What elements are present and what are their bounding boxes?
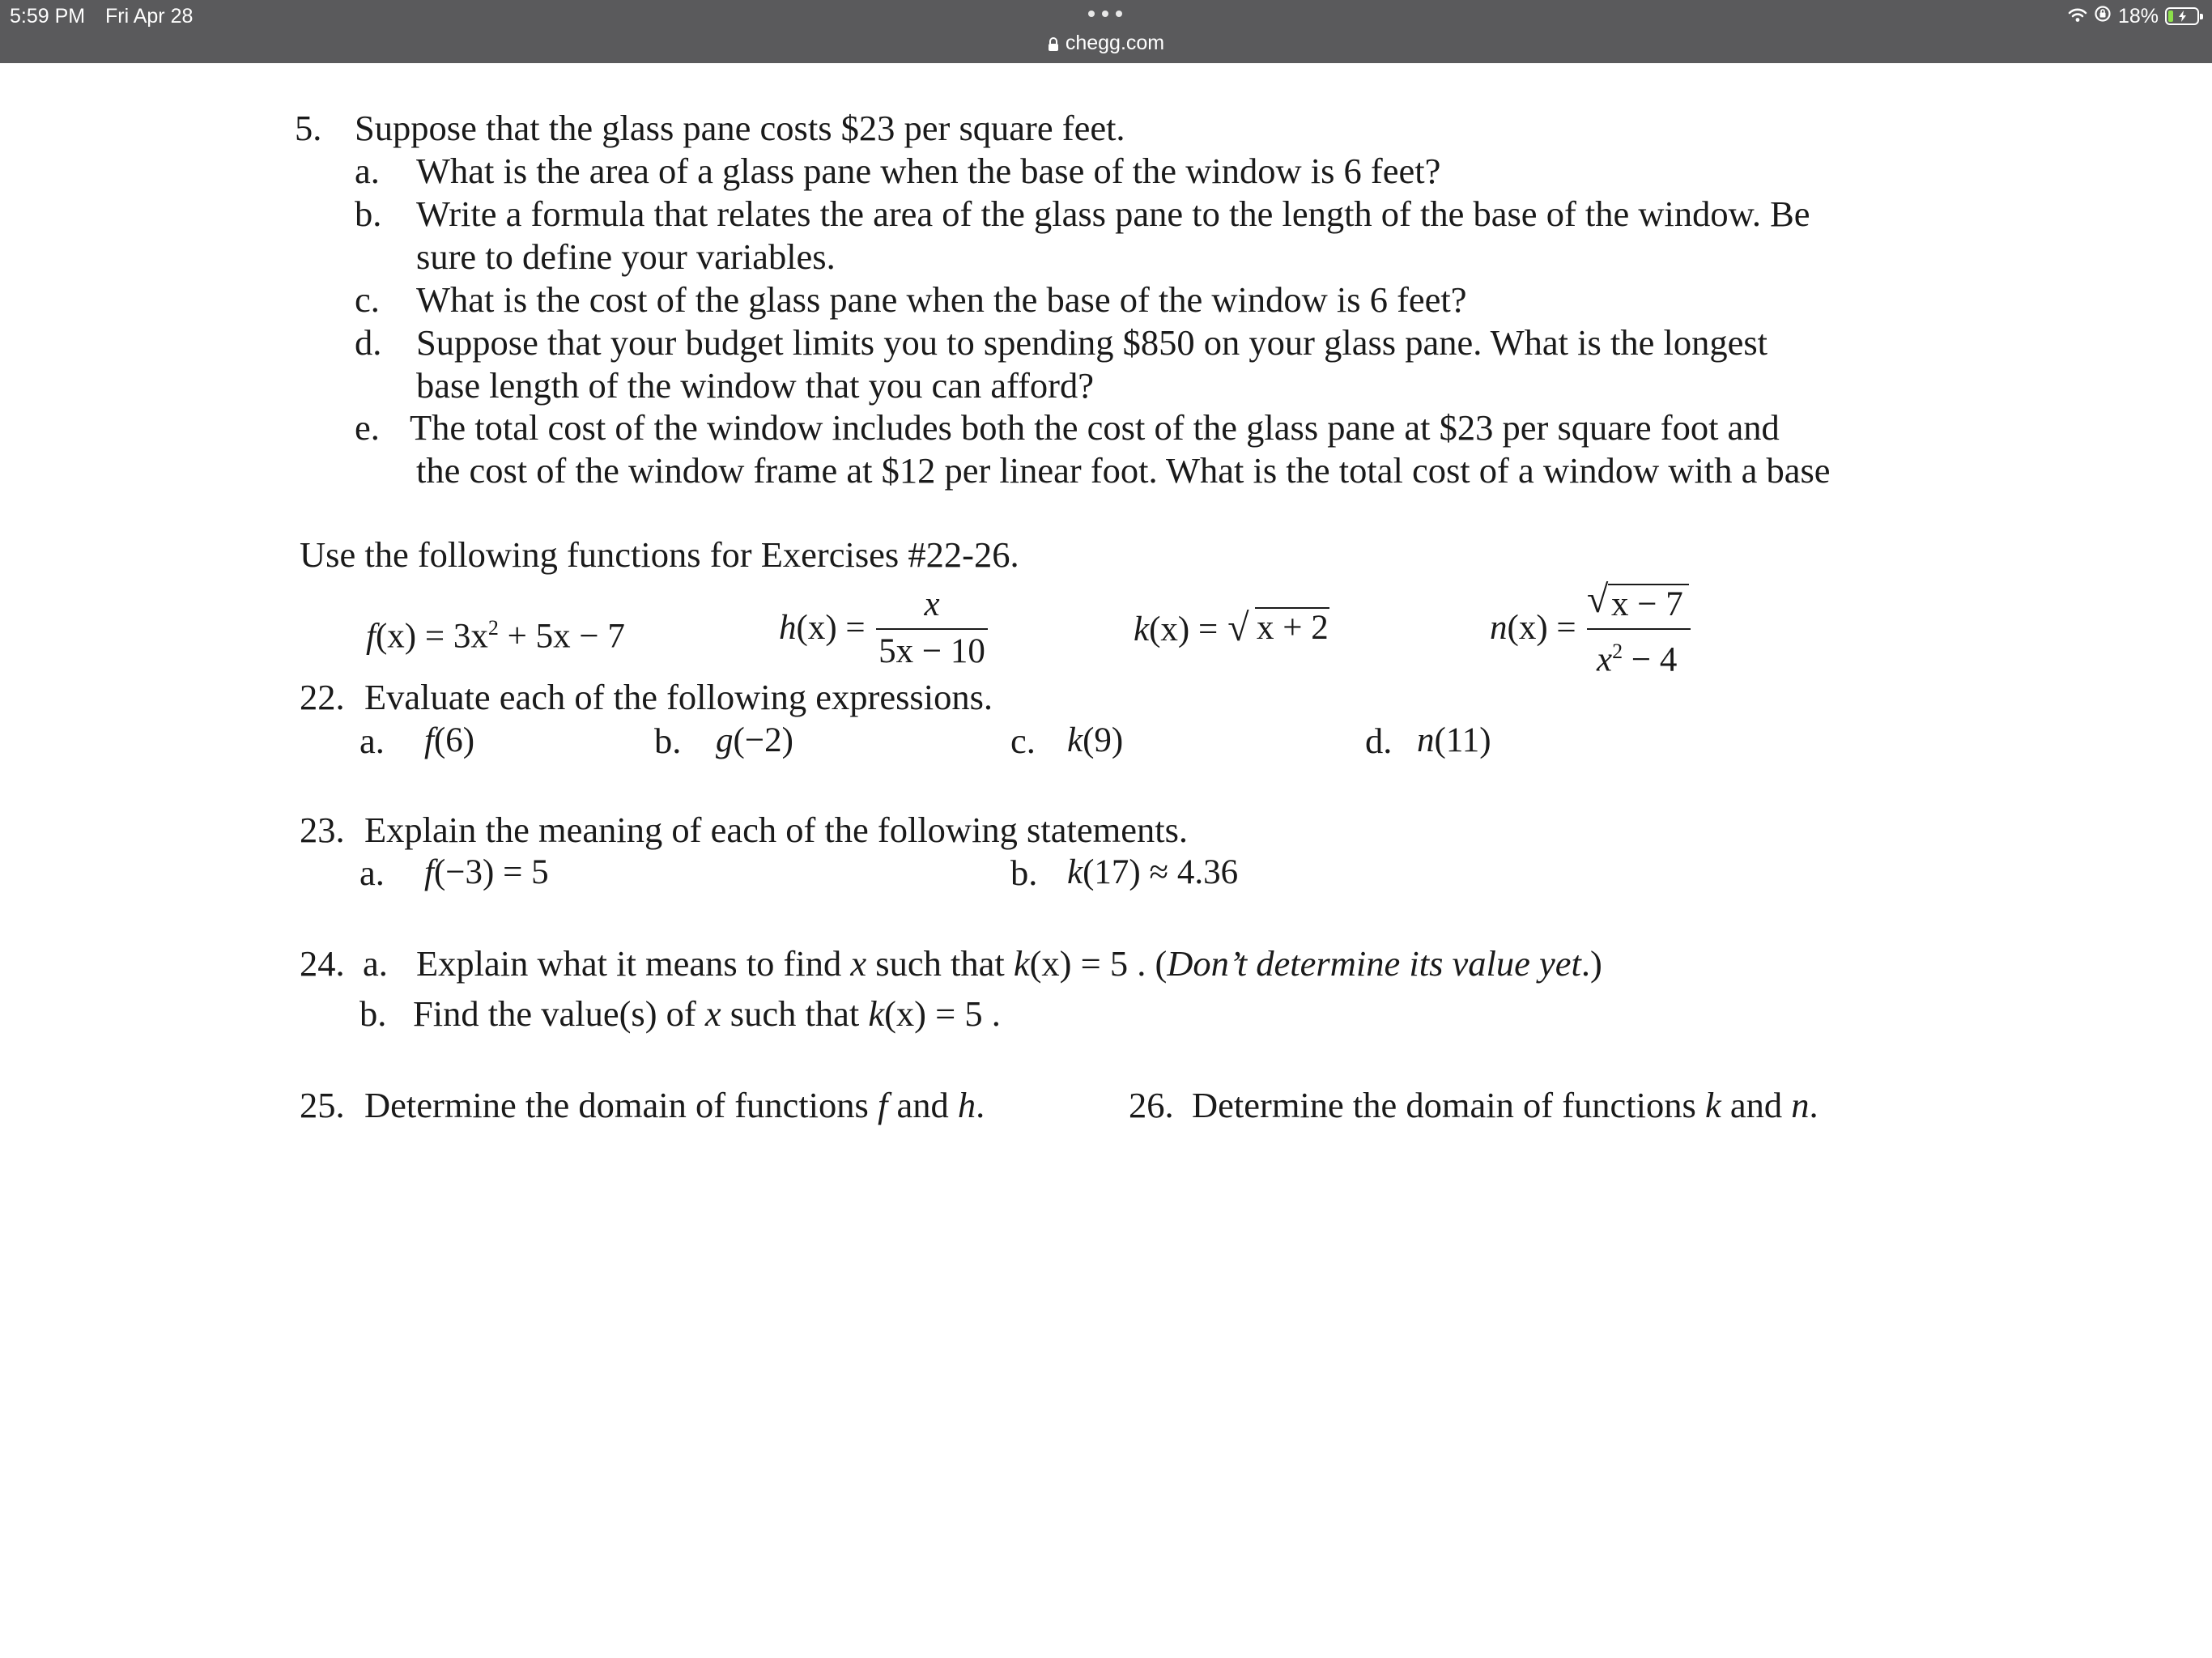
function-h: h(x) = <box>779 609 866 647</box>
battery-percent: 18% <box>2117 4 2159 28</box>
status-time: 5:59 PM <box>10 5 86 28</box>
ex23-b-label: b. <box>1010 852 1038 893</box>
ex22-c-label: c. <box>1010 721 1036 761</box>
p5-b-text-line2: sure to define your variables. <box>416 236 836 277</box>
p5-d-text-line2: base length of the window that you can afford? <box>416 365 1095 406</box>
ex22-d-expr: n(11) <box>1417 721 1491 759</box>
status-date: Fri Apr 28 <box>105 5 194 28</box>
lock-icon <box>1048 32 1059 58</box>
ex23-b-expr: k(17) ≈ 4.36 <box>1067 853 1239 891</box>
function-k: k(x) = √ <box>1134 606 1249 649</box>
ex24-a-label: a. <box>363 943 388 984</box>
h-numerator: x <box>924 585 940 623</box>
problem-5-stem: Suppose that the glass pane costs $23 per square feet. <box>355 108 1125 148</box>
ex22-c-expr: k(9) <box>1067 721 1124 759</box>
ex24-b-label: b. <box>359 993 387 1034</box>
browser-chrome <box>0 0 2212 63</box>
ex23-a-label: a. <box>359 852 385 893</box>
k-radicand: x + 2 <box>1257 609 1329 647</box>
p5-a-text: What is the area of a glass pane when the base of the window is 6 feet? <box>416 151 1441 191</box>
ex22-text: Evaluate each of the following expressions. <box>364 677 993 717</box>
p5-e-label: e. <box>355 407 380 448</box>
function-h-fraction <box>876 585 988 674</box>
n-numerator-radicand: x − 7 <box>1611 585 1683 623</box>
ex26-text: Determine the domain of functions k and n. <box>1192 1085 1819 1125</box>
ex26-number: 26. <box>1129 1085 1174 1125</box>
ex22-a-label: a. <box>359 721 385 761</box>
orientation-lock-icon <box>2094 5 2112 28</box>
battery-icon <box>2165 7 2199 25</box>
wifi-icon <box>2068 5 2087 28</box>
p5-d-text-line1: Suppose that your budget limits you to spending $850 on your glass pane. What is the longest <box>416 322 1768 363</box>
ex23-text: Explain the meaning of each of the following statements. <box>364 810 1189 850</box>
address-bar[interactable] <box>0 30 2212 58</box>
p5-d-label: d. <box>355 322 382 363</box>
functions-intro: Use the following functions for Exercises #22-26. <box>300 534 1019 575</box>
ex24-a-text: Explain what it means to find x such that k(x) = 5 . (Don’t determine its value yet.) <box>416 943 1602 984</box>
function-f: $f(x) = 3x^2 + 5x - 7$ <box>366 616 625 656</box>
p5-e-text-line1: The total cost of the window includes both the cost of the glass pane at $23 per square foot and <box>410 407 1780 448</box>
p5-b-text-line1: Write a formula that relates the area of the glass pane to the length of the base of the window. Be <box>416 193 1810 234</box>
ex25-text: Determine the domain of functions f and h. <box>364 1085 985 1125</box>
multitask-dots-icon[interactable] <box>1087 6 1125 22</box>
ex22-b-expr: g(−2) <box>716 721 793 759</box>
ex24-b-text: Find the value(s) of x such that k(x) = 5 . <box>413 993 1001 1034</box>
ex23-number: 23. <box>300 810 345 850</box>
h-denominator: 5x − 10 <box>878 632 985 670</box>
ex25-number: 25. <box>300 1085 345 1125</box>
p5-c-text: What is the cost of the glass pane when the base of the window is 6 feet? <box>416 279 1467 320</box>
ex23-a-expr: f(−3) = 5 <box>424 853 549 891</box>
p5-c-label: c. <box>355 279 380 320</box>
n-denominator: $x^2 - 4$ <box>1597 640 1678 679</box>
ex22-b-label: b. <box>654 721 682 761</box>
ex24-number: 24. <box>300 943 345 984</box>
p5-e-text-line2: the cost of the window frame at $12 per linear foot. What is the total cost of a window with a base <box>416 450 1831 491</box>
problem-5-number: 5. <box>295 108 322 148</box>
url-text: chegg.com <box>1065 32 1165 54</box>
ex22-number: 22. <box>300 677 345 717</box>
ex22-a-expr: f(6) <box>424 721 475 759</box>
function-n-fraction: √ x − 7 $x^2 - 4$ <box>1587 580 1691 675</box>
function-n: n(x) = <box>1490 609 1576 647</box>
p5-a-label: a. <box>355 151 380 191</box>
ex22-d-label: d. <box>1365 721 1393 761</box>
p5-b-label: b. <box>355 193 382 234</box>
status-right <box>2068 3 2199 29</box>
battery-fill <box>2168 11 2173 22</box>
